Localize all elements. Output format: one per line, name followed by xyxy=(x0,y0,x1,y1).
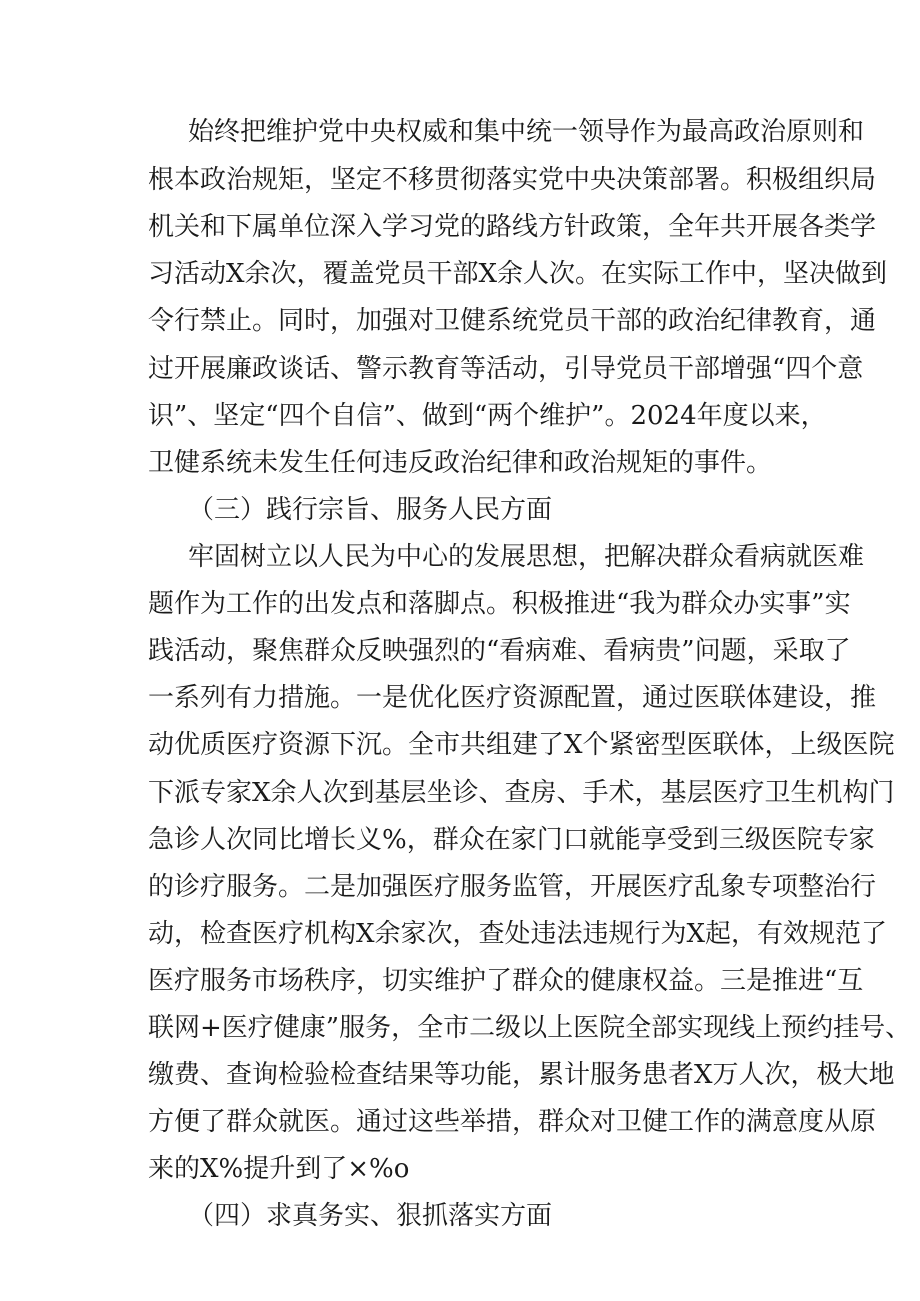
text-line: 令行禁止。同时，加强对卫健系统党员干部的政治纪律教育，通 xyxy=(148,306,877,336)
text-line: 动，检查医疗机构X余家次，查处违法违规行为X起，有效规范了 xyxy=(148,919,888,949)
text-line: 医疗服务市场秩序，切实维护了群众的健康权益。三是推进“互 xyxy=(148,966,864,996)
text-line: 根本政治规矩，坚定不移贯彻落实党中央决策部署。积极组织局 xyxy=(148,165,877,195)
text-line: 始终把维护党中央权威和集中统一领导作为最高政治原则和 xyxy=(188,117,865,147)
text-line: 下派专家X余人次到基层坐诊、查房、手术，基层医疗卫生机构门 xyxy=(148,778,895,808)
text-line: 急诊人次同比增长义%，群众在家门口就能享受到三级医院专家 xyxy=(148,825,875,855)
text-line: 践活动，聚焦群众反映强烈的“看病难、看病贵”问题，采取了 xyxy=(148,636,851,666)
text-line: 的诊疗服务。二是加强医疗服务监管，开展医疗乱象专项整治行 xyxy=(148,872,877,902)
text-line: 一系列有力措施。一是优化医疗资源配置，通过医联体建设，推 xyxy=(148,683,877,713)
section-heading-3: （三）践行宗旨、服务人民方面 xyxy=(188,495,553,525)
text-line: 过开展廉政谈话、警示教育等活动，引导党员干部增强“四个意 xyxy=(148,354,864,384)
text-line: 卫健系统未发生任何违反政治纪律和政治规矩的事件。 xyxy=(148,448,773,478)
text-line: 缴费、查询检验检查结果等功能，累计服务患者X万人次，极大地 xyxy=(148,1060,895,1090)
text-line: 联网+医疗健康”服务，全市二级以上医院全部实现线上预约挂号、 xyxy=(148,1013,912,1043)
text-line: 牢固树立以人民为中心的发展思想，把解决群众看病就医难 xyxy=(188,542,865,572)
text-line: 动优质医疗资源下沉。全市共组建了X个紧密型医联体，上级医院 xyxy=(148,730,895,760)
text-line: 习活动X余次，覆盖党员干部X余人次。在实际工作中，坚决做到 xyxy=(148,259,888,289)
section-heading-4: （四）求真务实、狠抓落实方面 xyxy=(188,1201,553,1231)
text-line: 题作为工作的出发点和落脚点。积极推进“我为群众办实事”实 xyxy=(148,589,851,619)
text-line: 识”、坚定“四个自信”、做到“两个维护”。2024年度以来， xyxy=(148,401,827,431)
text-line: 机关和下属单位深入学习党的路线方针政策，全年共开展各类学 xyxy=(148,212,877,242)
text-line: 方便了群众就医。通过这些举措，群众对卫健工作的满意度从原 xyxy=(148,1107,877,1137)
text-line: 来的X%提升到了×%o xyxy=(148,1154,410,1184)
